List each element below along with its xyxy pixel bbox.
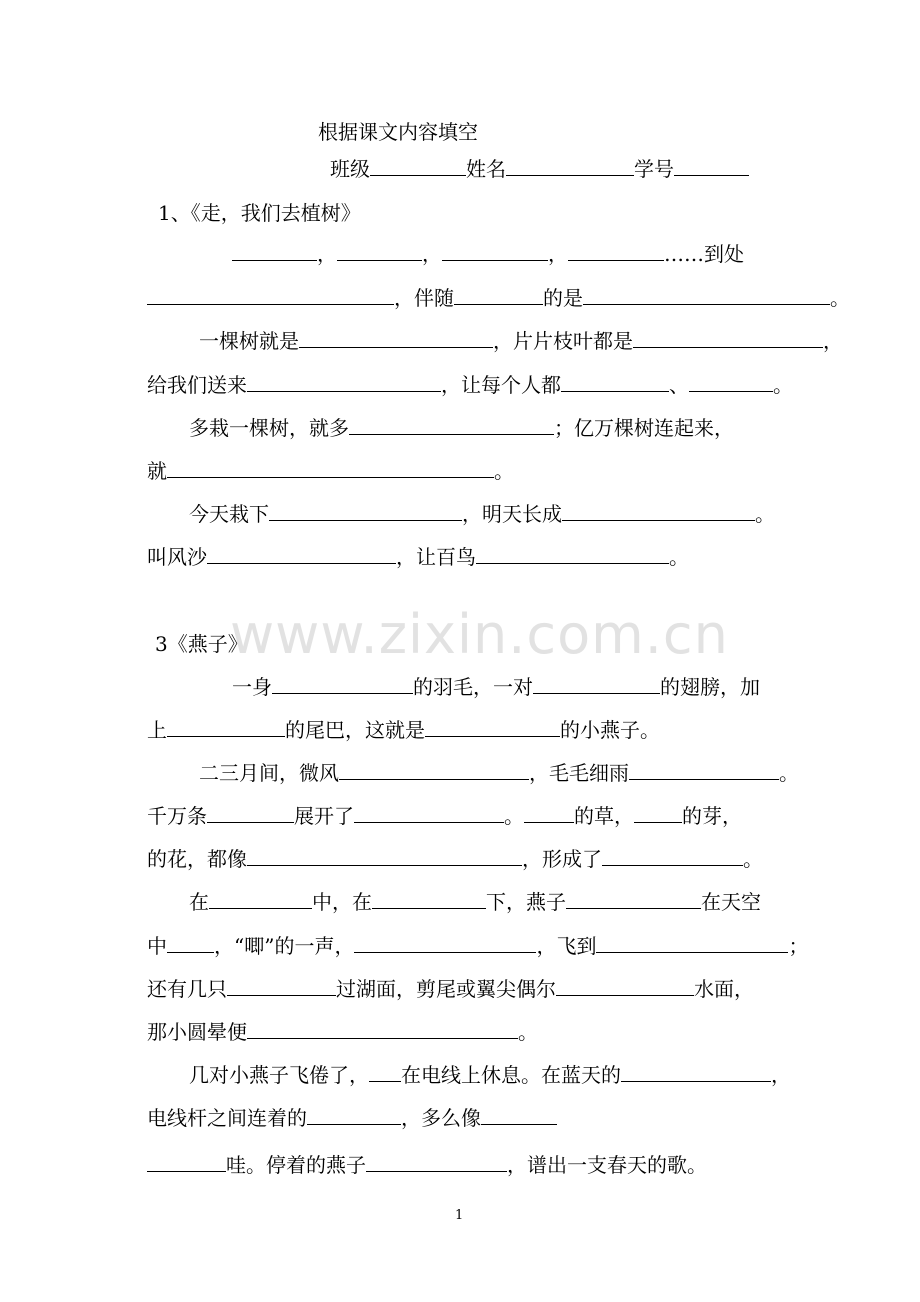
watermark: www.zixin.com.cn	[230, 603, 729, 666]
text-segment: 的翅膀，加	[660, 675, 760, 699]
text-segment: 展开了	[294, 804, 354, 828]
blank[interactable]	[476, 544, 669, 564]
student-id-label: 学号	[634, 157, 674, 181]
blank[interactable]	[633, 328, 823, 348]
fill-line	[189, 1061, 791, 1089]
blank[interactable]	[634, 803, 682, 823]
blank[interactable]	[227, 976, 336, 996]
fill-line	[147, 457, 514, 485]
text-segment: 千万条	[147, 804, 207, 828]
text-segment: 、	[669, 373, 689, 397]
text-segment: ……到处	[664, 242, 744, 266]
blank[interactable]	[562, 501, 755, 521]
blank[interactable]	[372, 889, 486, 909]
name-label: 姓名	[466, 157, 506, 181]
text-segment: 今天栽下	[189, 502, 269, 526]
blank[interactable]	[272, 674, 413, 694]
fill-line	[147, 284, 850, 312]
blank[interactable]	[369, 1062, 401, 1082]
text-segment: 下，燕子	[486, 890, 566, 914]
text-segment: ，让百鸟	[396, 545, 476, 569]
text-segment: 。	[743, 847, 763, 871]
text-segment: ，	[771, 1063, 791, 1087]
blank[interactable]	[337, 241, 422, 261]
class-blank[interactable]	[370, 156, 466, 176]
fill-line	[147, 716, 660, 744]
blank[interactable]	[602, 846, 743, 866]
fill-line	[232, 673, 760, 701]
text-segment: 那小圆晕便	[147, 1020, 247, 1044]
student-info-row	[330, 155, 749, 183]
text-segment: 的芽，	[682, 804, 742, 828]
text-segment: 还有几只	[147, 977, 227, 1001]
text-segment: 。	[779, 761, 799, 785]
blank[interactable]	[556, 976, 694, 996]
blank[interactable]	[561, 372, 669, 392]
fill-line	[147, 371, 793, 399]
blank[interactable]	[568, 241, 664, 261]
text-segment: 叫风沙	[147, 545, 207, 569]
blank[interactable]	[147, 285, 394, 305]
text-segment: 。	[518, 1020, 538, 1044]
text-segment: 中，在	[312, 890, 372, 914]
text-segment: 在天空	[701, 890, 761, 914]
text-segment: 在电线上休息。在蓝天的	[401, 1063, 621, 1087]
text-segment: 电线杆之间连着的	[147, 1106, 307, 1130]
text-segment: ，明天长成	[462, 502, 562, 526]
blank[interactable]	[247, 372, 441, 392]
text-segment: ，	[422, 242, 442, 266]
text-segment: 的小燕子。	[560, 718, 660, 742]
blank[interactable]	[354, 933, 536, 953]
fill-line	[189, 888, 761, 916]
text-segment: ，让每个人都	[441, 373, 561, 397]
text-segment: 的花，都像	[147, 847, 247, 871]
text-segment: ，毛毛细雨	[529, 761, 629, 785]
blank[interactable]	[566, 889, 701, 909]
text-segment: 哇。停着的燕子	[226, 1153, 366, 1177]
text-segment: 上	[147, 718, 167, 742]
worksheet-title: 根据课文内容填空	[318, 120, 478, 144]
text-segment: ，	[823, 329, 843, 353]
blank[interactable]	[232, 241, 317, 261]
text-segment: 一棵树就是	[199, 329, 299, 353]
blank[interactable]	[354, 803, 504, 823]
name-blank[interactable]	[506, 156, 634, 176]
text-segment: 给我们送来	[147, 373, 247, 397]
fill-line	[147, 1018, 538, 1046]
text-segment: 。	[669, 545, 689, 569]
text-segment: ，	[317, 242, 337, 266]
blank[interactable]	[209, 889, 312, 909]
text-segment: ，“唧”的一声，	[214, 934, 355, 958]
fill-line	[147, 1104, 557, 1132]
section1-heading: 1、《走，我们去植树》	[158, 201, 361, 225]
fill-line	[199, 327, 843, 355]
text-segment: ，形成了	[522, 847, 602, 871]
section3-heading: 3《燕子》	[155, 632, 248, 656]
fill-line	[147, 1151, 707, 1179]
blank[interactable]	[442, 241, 548, 261]
blank[interactable]	[339, 760, 529, 780]
blank[interactable]	[629, 760, 779, 780]
text-segment: ；	[788, 934, 809, 958]
text-segment: 过湖面，剪尾或翼尖偶尔	[336, 977, 556, 1001]
fill-line	[147, 802, 742, 830]
blank[interactable]	[621, 1062, 771, 1082]
text-segment: 几对小燕子飞倦了，	[189, 1063, 369, 1087]
blank[interactable]	[481, 1105, 557, 1125]
fill-line	[189, 414, 734, 442]
blank[interactable]	[167, 933, 214, 953]
class-label: 班级	[330, 157, 370, 181]
text-segment: 就	[147, 459, 167, 483]
text-segment: 。	[773, 373, 793, 397]
fill-line	[147, 543, 689, 571]
blank[interactable]	[596, 933, 788, 953]
fill-line	[147, 845, 763, 873]
text-segment: 的尾巴，这就是	[285, 718, 425, 742]
text-segment: 在	[189, 890, 209, 914]
text-segment: ，多么像	[401, 1106, 481, 1130]
text-segment: 多栽一棵树，就多	[189, 416, 349, 440]
fill-line	[232, 240, 744, 268]
blank[interactable]	[167, 717, 285, 737]
blank[interactable]	[247, 1019, 518, 1039]
text-segment: 。	[494, 459, 514, 483]
blank[interactable]	[349, 415, 554, 435]
text-segment: ；亿万棵树连起来，	[554, 416, 734, 440]
fill-line	[147, 932, 808, 960]
blank[interactable]	[583, 285, 830, 305]
text-segment: 二三月间，微风	[199, 761, 339, 785]
fill-line	[199, 759, 799, 787]
blank[interactable]	[269, 501, 462, 521]
fill-line	[189, 500, 775, 528]
text-segment: 的是	[543, 286, 583, 310]
blank[interactable]	[247, 846, 522, 866]
blank[interactable]	[533, 674, 660, 694]
blank[interactable]	[207, 544, 396, 564]
text-segment: 。	[830, 286, 850, 310]
blank[interactable]	[299, 328, 493, 348]
text-segment: ，片片枝叶都是	[493, 329, 633, 353]
blank[interactable]	[147, 1152, 226, 1172]
text-segment: 。	[504, 804, 524, 828]
student-id-blank[interactable]	[674, 156, 749, 176]
text-segment: 的羽毛，一对	[413, 675, 533, 699]
blank[interactable]	[307, 1105, 401, 1125]
text-segment: ，	[548, 242, 568, 266]
blank[interactable]	[524, 803, 574, 823]
blank[interactable]	[689, 372, 773, 392]
text-segment: 的草，	[574, 804, 634, 828]
blank[interactable]	[207, 803, 294, 823]
text-segment: 水面，	[694, 977, 754, 1001]
text-segment: ，谱出一支春天的歌。	[507, 1153, 707, 1177]
text-segment: 中	[147, 934, 167, 958]
text-segment: 。	[755, 502, 775, 526]
blank[interactable]	[366, 1152, 507, 1172]
blank[interactable]	[167, 458, 494, 478]
blank[interactable]	[425, 717, 560, 737]
text-segment: ，伴随	[394, 286, 454, 310]
blank[interactable]	[454, 285, 543, 305]
text-segment: 一身	[232, 675, 272, 699]
page-number: 1	[455, 1208, 464, 1223]
fill-line	[147, 975, 754, 1003]
text-segment: ，飞到	[536, 934, 597, 958]
